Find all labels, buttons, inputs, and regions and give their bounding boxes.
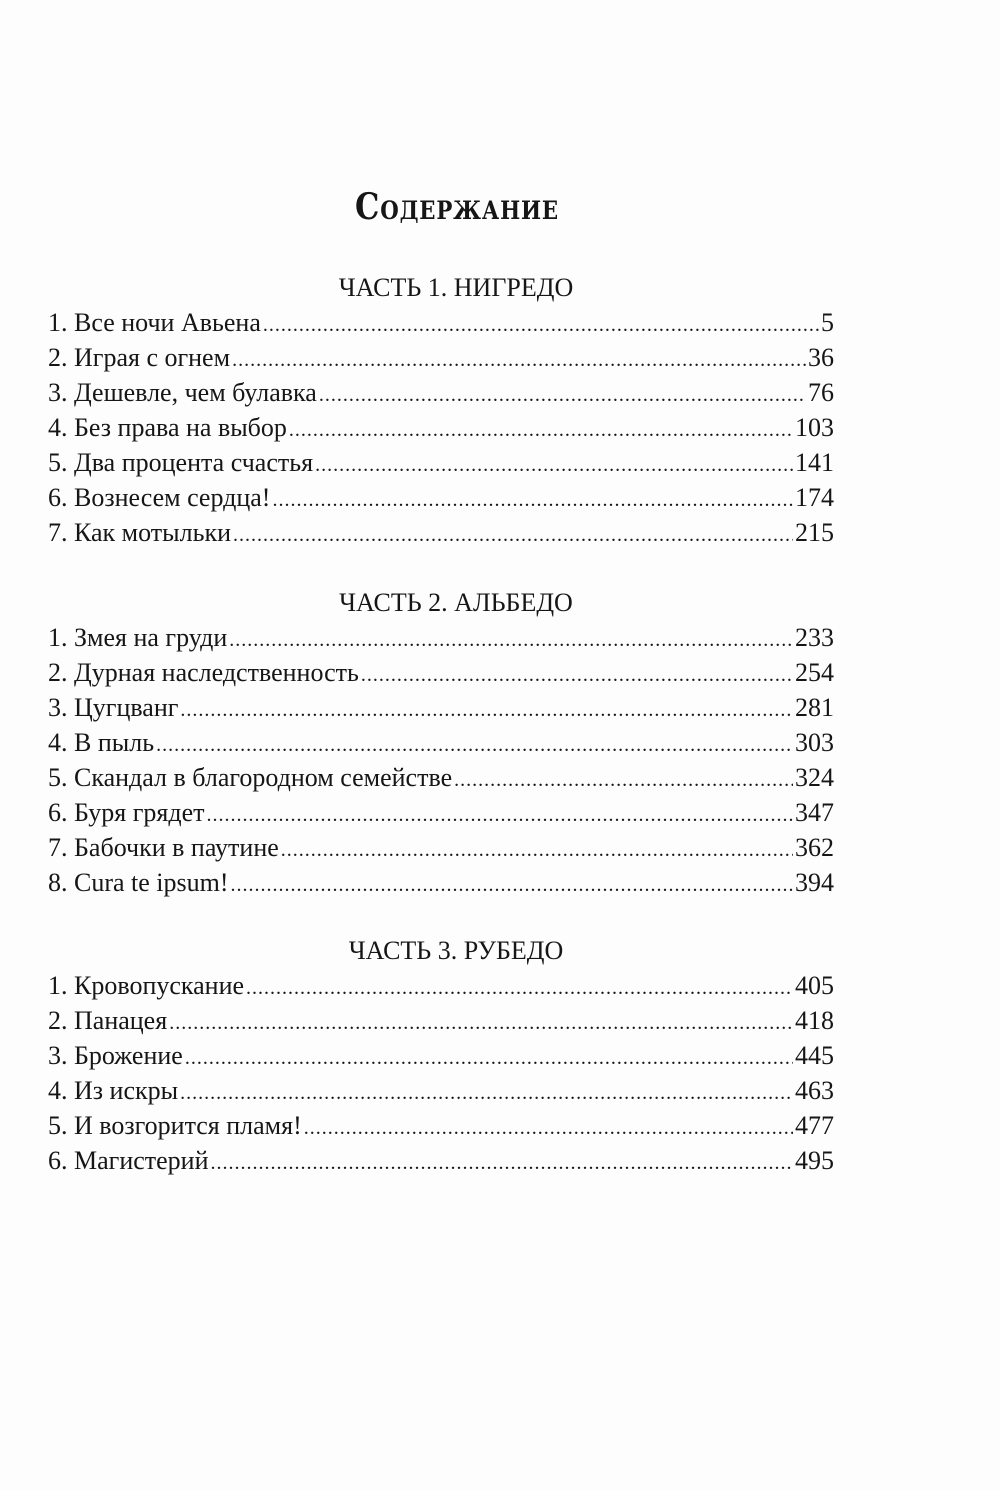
toc-entry[interactable] <box>48 620 834 655</box>
leader-dots <box>229 623 793 658</box>
toc-part-2 <box>48 585 834 900</box>
entry-label: 5. Два процента счастья <box>48 448 314 477</box>
entry-page: 103 <box>795 413 834 442</box>
entry-page: 347 <box>795 798 834 827</box>
entry-label: 2. Дурная наследственность <box>48 658 359 687</box>
leader-dots <box>246 971 793 1006</box>
part-title: ЧАСТЬ 3. РУБЕДО <box>348 936 564 965</box>
entry-label: 1. Все ночи Авьена <box>48 308 261 337</box>
toc-entry[interactable] <box>48 1073 834 1108</box>
entry-page: 233 <box>795 623 834 652</box>
entry-label: 4. Из искры <box>48 1076 179 1105</box>
entry-page: 76 <box>808 378 834 407</box>
toc-entry[interactable] <box>48 305 834 340</box>
entry-page: 405 <box>795 971 834 1000</box>
entry-page: 362 <box>795 833 834 862</box>
leader-dots <box>211 1146 793 1181</box>
toc-entry[interactable] <box>48 968 834 1003</box>
leader-dots <box>156 728 793 763</box>
leader-dots <box>272 483 793 518</box>
toc-entry[interactable] <box>48 410 834 445</box>
entry-label: 3. Брожение <box>48 1041 183 1070</box>
leader-dots <box>180 693 793 728</box>
part-title: ЧАСТЬ 2. АЛЬБЕДО <box>339 588 573 617</box>
leader-dots <box>319 378 806 413</box>
entry-label: 7. Как мотыльки <box>48 518 231 547</box>
leader-dots <box>263 308 819 343</box>
part-title: ЧАСТЬ 1. НИГРЕДО <box>338 273 574 302</box>
entry-page: 215 <box>795 518 834 547</box>
toc-entry[interactable] <box>48 445 834 480</box>
entry-label: 3. Дешевле, чем булавка <box>48 378 317 407</box>
leader-dots <box>289 413 793 448</box>
entry-page: 281 <box>795 693 834 722</box>
leader-dots <box>207 798 794 833</box>
entry-label: 7. Бабочки в паутине <box>48 833 279 862</box>
leader-dots <box>233 518 793 553</box>
entry-label: 4. В пыль <box>48 728 155 757</box>
entry-label: 2. Играя с огнем <box>48 343 231 372</box>
toc-entry[interactable] <box>48 725 834 760</box>
entry-page: 254 <box>795 658 834 687</box>
entry-label: 6. Вознесем сердца! <box>48 483 271 512</box>
leader-dots <box>169 1006 793 1041</box>
leader-dots <box>232 343 806 378</box>
leader-dots <box>281 833 793 868</box>
toc-entry[interactable] <box>48 865 834 900</box>
toc-entry[interactable] <box>48 690 834 725</box>
entry-label: 8. Cura te ipsum! <box>48 868 229 897</box>
toc-entry[interactable] <box>48 1143 834 1178</box>
entry-label: 5. И возгорится пламя! <box>48 1111 302 1140</box>
page-title: Содержание <box>355 186 559 228</box>
leader-dots <box>231 868 793 903</box>
entry-page: 303 <box>795 728 834 757</box>
toc-entry[interactable] <box>48 830 834 865</box>
entry-page: 36 <box>808 343 834 372</box>
toc-entry[interactable] <box>48 340 834 375</box>
leader-dots <box>185 1041 793 1076</box>
leader-dots <box>361 658 793 693</box>
entry-page: 418 <box>795 1006 834 1035</box>
entry-page: 394 <box>795 868 834 897</box>
leader-dots <box>180 1076 793 1111</box>
toc-entry[interactable] <box>48 655 834 690</box>
toc-part-1 <box>48 270 834 550</box>
entry-page: 445 <box>795 1041 834 1070</box>
entry-label: 3. Цугцванг <box>48 693 179 722</box>
toc-part-3 <box>48 933 834 1178</box>
toc-entry[interactable] <box>48 515 834 550</box>
entry-label: 1. Кровопускание <box>48 971 245 1000</box>
leader-dots <box>315 448 793 483</box>
toc-entry[interactable] <box>48 375 834 410</box>
entry-page: 174 <box>795 483 834 512</box>
entry-label: 6. Буря грядет <box>48 798 205 827</box>
entry-label: 2. Панацея <box>48 1006 168 1035</box>
leader-dots <box>454 763 793 798</box>
toc-entry[interactable] <box>48 1038 834 1073</box>
toc-entry[interactable] <box>48 760 834 795</box>
entry-label: 6. Магистерий <box>48 1146 209 1175</box>
entry-page: 463 <box>795 1076 834 1105</box>
entry-page: 477 <box>795 1111 834 1140</box>
toc-entry[interactable] <box>48 1108 834 1143</box>
entry-page: 141 <box>795 448 834 477</box>
entry-label: 4. Без права на выбор <box>48 413 287 442</box>
leader-dots <box>304 1111 793 1146</box>
toc-entry[interactable] <box>48 480 834 515</box>
entry-label: 5. Скандал в благородном семействе <box>48 763 453 792</box>
entry-page: 324 <box>795 763 834 792</box>
entry-page: 5 <box>821 308 834 337</box>
toc-entry[interactable] <box>48 795 834 830</box>
entry-label: 1. Змея на груди <box>48 623 228 652</box>
entry-page: 495 <box>795 1146 834 1175</box>
toc-entry[interactable] <box>48 1003 834 1038</box>
